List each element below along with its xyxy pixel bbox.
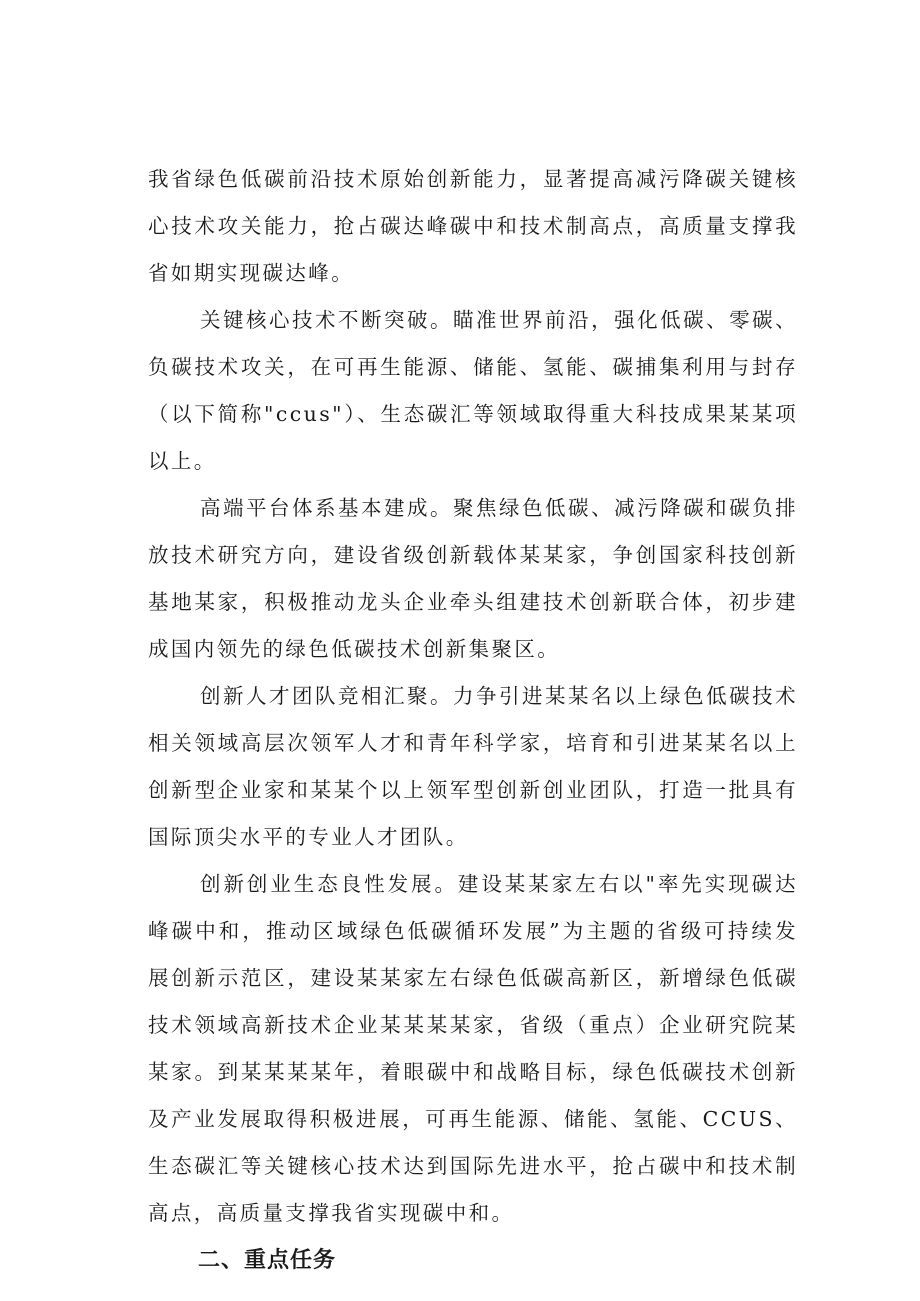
paragraph-talent-teams: 创新人才团队竞相汇聚。力争引进某某名以上绿色低碳技术相关领域高层次领军人才和青年科学家，培育和引进某某名以上创新型企业家和某某个以上领军型创新创业团队，打造一批具有国际顶尖水平的专业人才团队。 <box>148 684 798 849</box>
paragraph-key-technology: 关键核心技术不断突破。瞄准世界前沿，强化低碳、零碳、负碳技术攻关，在可再生能源、储能、氢能、碳捕集利用与封存（以下简称"ccus"）、生态碳汇等领域取得重大科技成果某某项以上。 <box>148 308 798 473</box>
paragraph-innovation-ecosystem: 创新创业生态良性发展。建设某某家左右以"率先实现碳达峰碳中和，推动区域绿色低碳循环发展”为主题的省级可持续发展创新示范区，建设某某家左右绿色低碳高新区，新增绿色低碳技术领域高新技术企业某某某某家，省级（重点）企业研究院某某家。到某某某某年，着眼碳中和战略目标，绿色低碳技术创新及产业发展取得积极进展，可再生能源、储能、氢能、CCUS、生态碳汇等关键核心技术达到国际先进水平，抢占碳中和技术制高点，高质量支撑我省实现碳中和。 <box>148 872 798 1225</box>
paragraph-platform-system: 高端平台体系基本建成。聚焦绿色低碳、减污降碳和碳负排放技术研究方向，建设省级创新载体某某家，争创国家科技创新基地某家，积极推动龙头企业牵头组建技术创新联合体，初步建成国内领先的绿色低碳技术创新集聚区。 <box>148 496 798 661</box>
paragraph-continued: 我省绿色低碳前沿技术原始创新能力，显著提高减污降碳关键核心技术攻关能力，抢占碳达峰碳中和技术制高点，高质量支撑我省如期实现碳达峰。 <box>148 167 798 285</box>
section-heading: 二、重点任务 <box>198 1248 337 1273</box>
document-body <box>148 156 798 1283</box>
